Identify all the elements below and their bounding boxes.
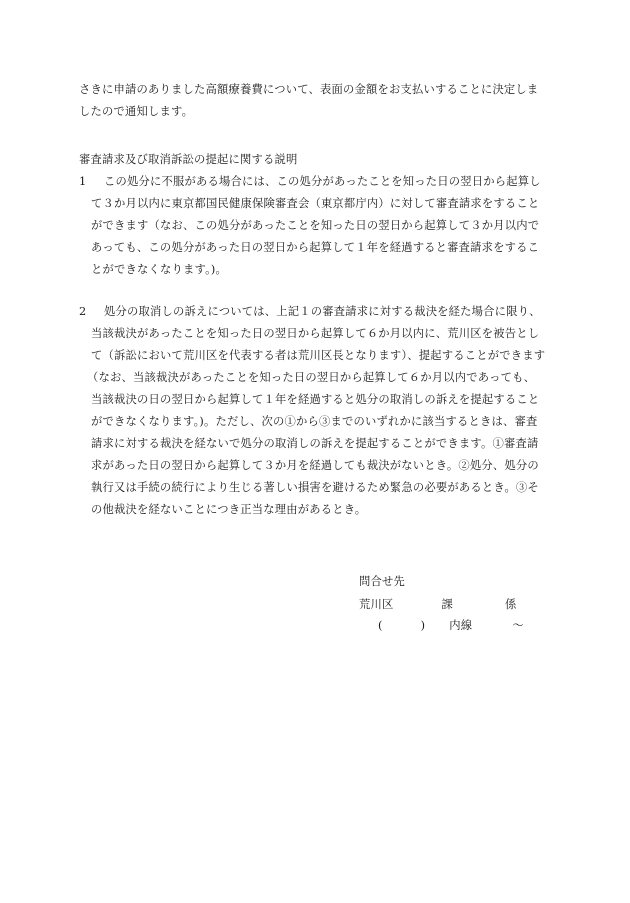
item2-line-4: （なお、当該裁決があったことを知った日の翌日から起算して６か月以内であっても、: [87, 371, 536, 384]
contact-tilde: 〜: [512, 619, 524, 632]
section-title: 審査請求及び取消訴訟の提起に関する説明: [79, 153, 298, 166]
contact-phone-row: [359, 618, 524, 634]
contact-unit: 係: [505, 598, 517, 611]
contact-paren-close: ): [420, 619, 426, 632]
contact-ward: 荒川区: [359, 598, 394, 611]
item2-line-9: 執行又は手続の続行により生じる著しい損害を避けるため緊急の必要があるとき。③そ: [91, 481, 539, 494]
item2-line-6: ができなくなります。)。ただし、次の①から③までのいずれかに該当するときは、審査: [91, 415, 538, 428]
item1-line-4: あっても、この処分があった日の翌日から起算して１年を経過すると審査請求をするこ: [91, 241, 540, 254]
intro-line-2: したので通知します。: [79, 105, 194, 118]
contact-paren-open: (: [378, 619, 383, 632]
item2-line-1: 処分の取消しの訴えについては、上記１の審査請求に対する裁決を経た場合に限り、: [104, 305, 541, 318]
item2-line-2: 当該裁決があったことを知った日の翌日から起算して６か月以内に、荒川区を被告とし: [91, 327, 540, 340]
item1-line-5: とができなくなります。)。: [91, 263, 228, 276]
contact-extension: 内線: [449, 619, 473, 632]
item2-line-5: 当該裁決の日の翌日から起算して１年を経過すると処分の取消しの訴えを提起すること: [91, 393, 540, 406]
contact-title: 問合せ先: [359, 575, 405, 588]
item2-line-10: の他裁決を経ないことにつき正当な理由があるとき。: [91, 503, 367, 516]
contact-department-row: [359, 597, 517, 613]
item2-line-7: 請求に対する裁決を経ないで処分の取消しの訴えを提起することができます。①審査請: [91, 437, 539, 450]
item1-line-1: この処分に不服がある場合には、この処分があったことを知った日の翌日から起算し: [104, 175, 541, 188]
item2-line-3: て（訴訟において荒川区を代表する者は荒川区長となります）、提起することができます: [91, 349, 546, 362]
item1-line-3: ができます（なお、この処分があったことを知った日の翌日から起算して３か月以内で: [91, 219, 540, 232]
intro-line-1: さきに申請のありました高額療養費について、表面の金額をお支払いすることに決定しま: [79, 83, 539, 96]
contact-section: 課: [441, 598, 453, 611]
item1-line-2: て３か月以内に東京都国民健康保険審査会（東京都庁内）に対して審査請求をすること: [91, 197, 540, 210]
item1-number: 1: [79, 175, 87, 188]
item2-line-8: 求があった日の翌日から起算して３か月を経過しても裁決がないとき。②処分、処分の: [91, 459, 539, 472]
item2-number: 2: [79, 305, 87, 318]
